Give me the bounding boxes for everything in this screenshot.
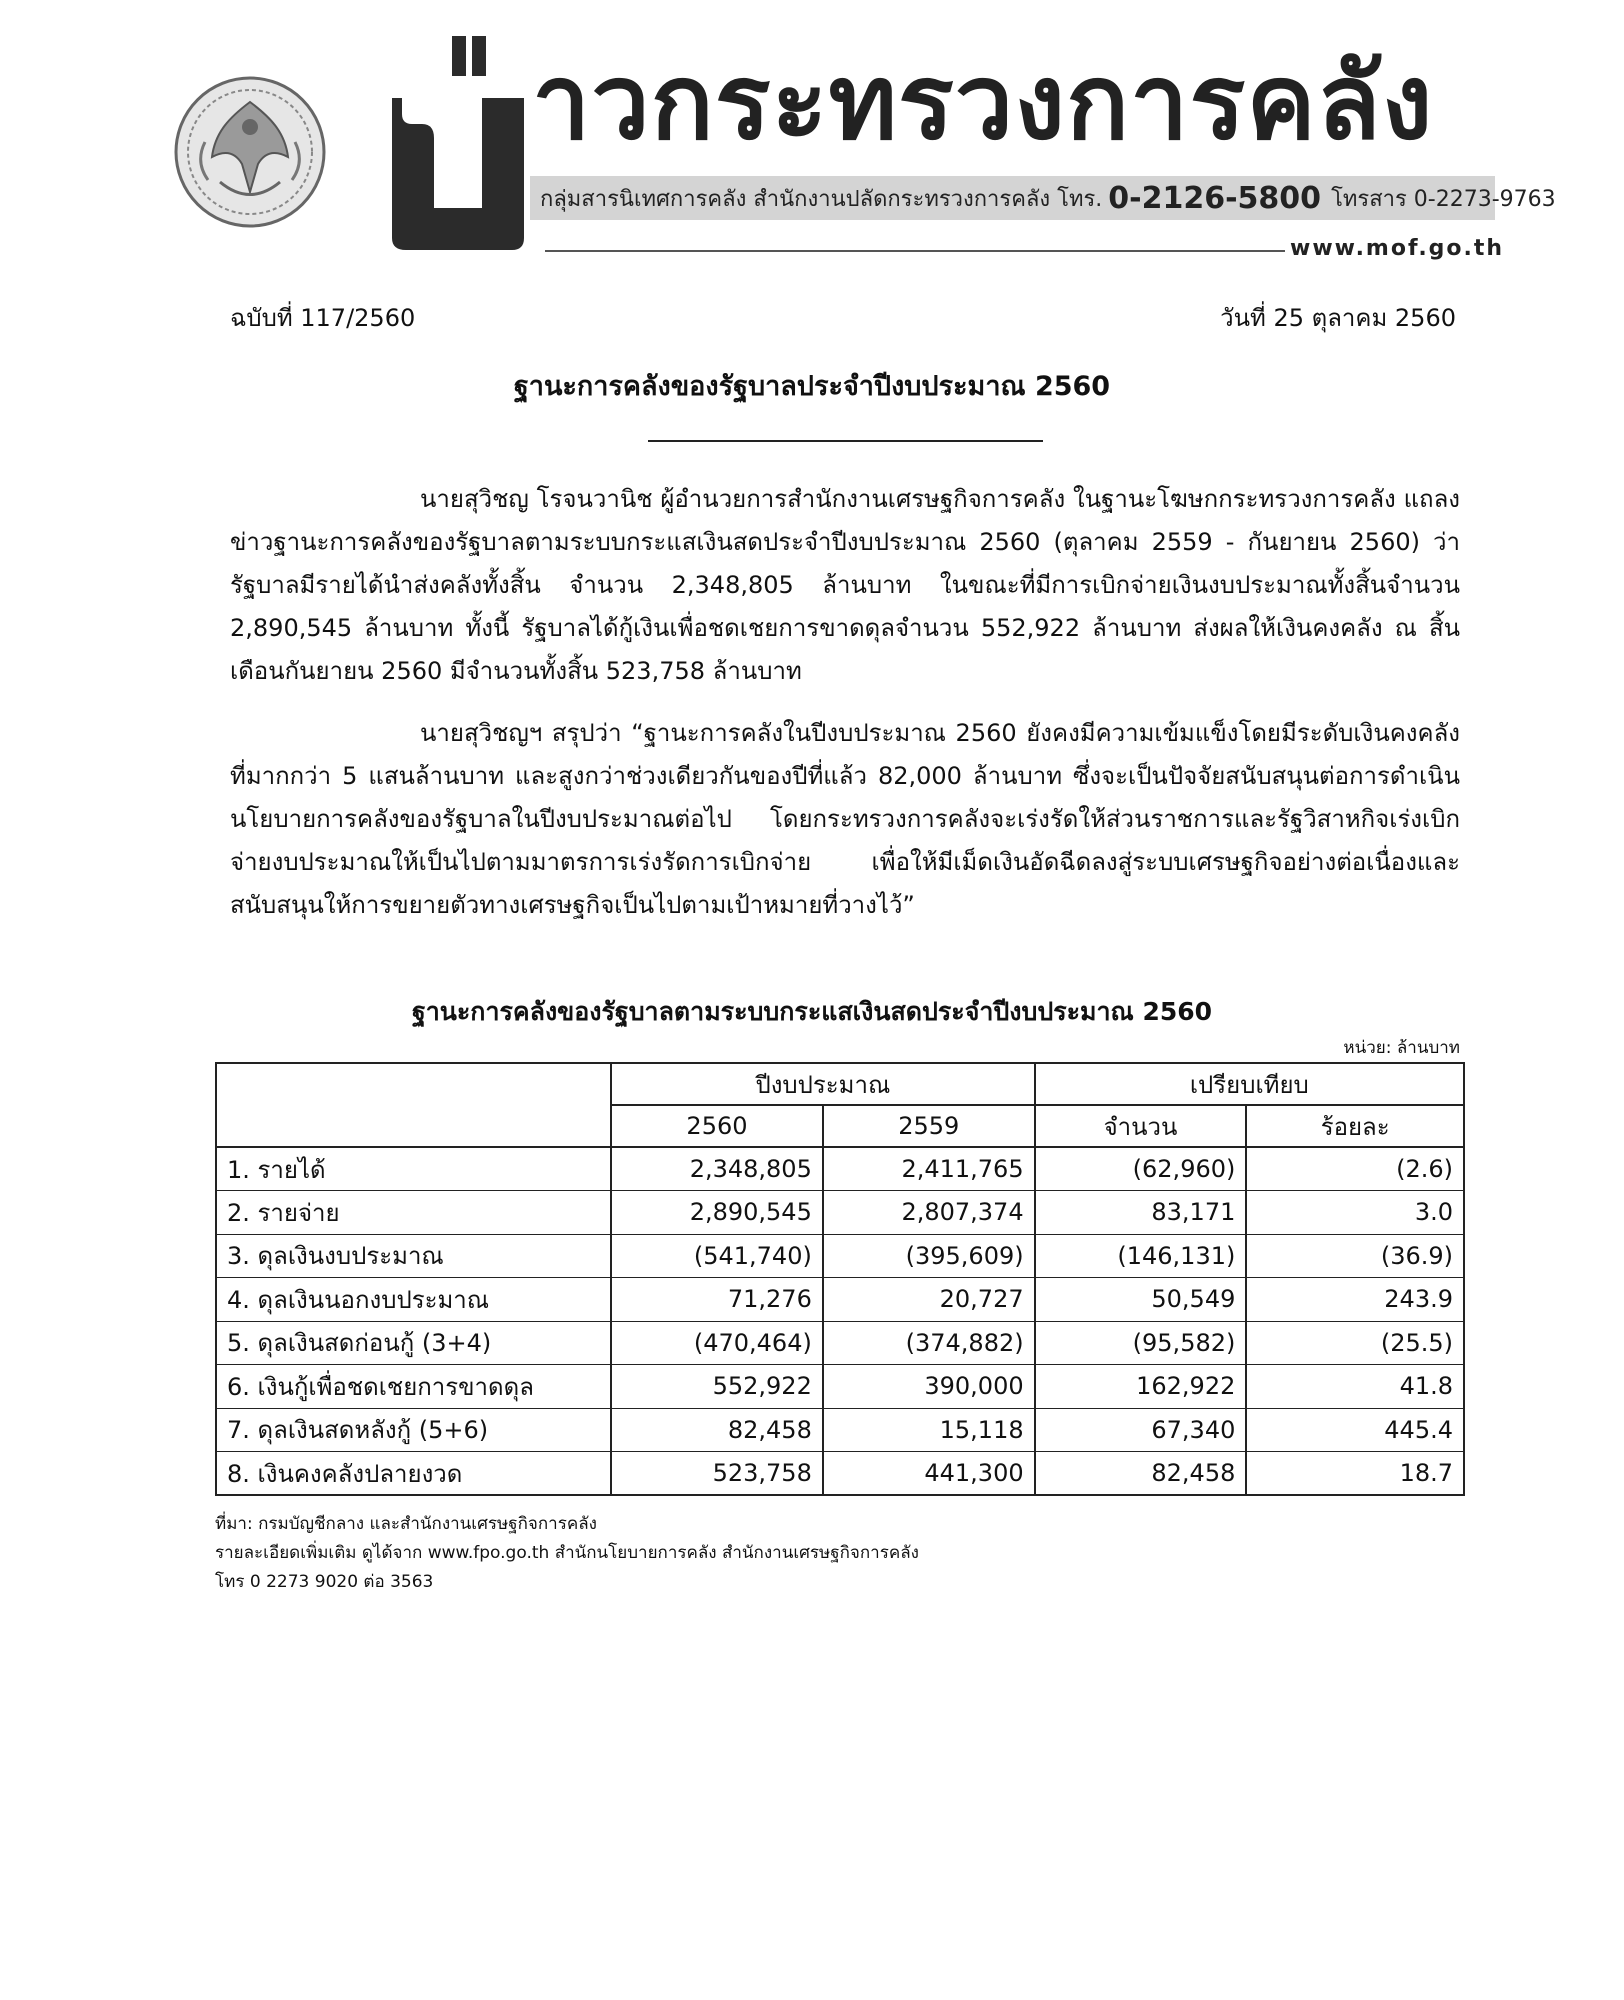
table-row [216,1191,1464,1235]
row-label: 6. เงินกู้เพื่อชดเชยการขาดดุล [216,1365,611,1409]
header-2559: 2559 [823,1105,1035,1147]
row-label: 5. ดุลเงินสดก่อนกู้ (3+4) [216,1321,611,1365]
table-body [216,1147,1464,1495]
value-percent: (36.9) [1246,1234,1464,1278]
value-2560: 71,276 [611,1278,823,1322]
paragraph-1-text: นายสุวิชญ โรจนวานิช ผู้อำนวยการสำนักงานเศรษฐกิจการคลัง ในฐานะโฆษกกระทรวงการคลัง แถลงข่าวฐานะการคลังของรัฐบาลตามระบบกระแสเงินสดประจำปีงบประมาณ 2560 (ตุลาคม 2559 - กันยายน 2560) ว่ารัฐบาลมีรายได้นำส่งคลังทั้งสิ้น จำนวน 2,348,805 ล้านบาท ในขณะที่มีการเบิกจ่ายเงินงบประมาณทั้งสิ้นจำนวน 2,890,545 ล้านบาท ทั้งนี้ รัฐบาลได้กู้เงินเพื่อชดเชยการขาดดุลจำนวน 552,922 ล้านบาท ส่งผลให้เงินคงคลัง ณ สิ้นเดือนกันยายน 2560 มีจำนวนทั้งสิ้น 523,758 ล้านบาท [230,485,1460,685]
value-2559: 2,807,374 [823,1191,1035,1235]
value-2559: 20,727 [823,1278,1035,1322]
value-amount: 50,549 [1035,1278,1247,1322]
table-row [216,1321,1464,1365]
value-2559: 15,118 [823,1408,1035,1452]
issue-number: ฉบับที่ 117/2560 [230,304,416,332]
value-amount: 83,171 [1035,1191,1247,1235]
value-percent: 18.7 [1246,1452,1464,1496]
footnote-phone: โทร 0 2273 9020 ต่อ 3563 [215,1572,434,1592]
table-title: ฐานะการคลังของรัฐบาลตามระบบกระแสเงินสดประจำปีงบประมาณ 2560 [411,997,1213,1026]
value-2559: 2,411,765 [823,1147,1035,1191]
row-label: 7. ดุลเงินสดหลังกู้ (5+6) [216,1408,611,1452]
value-2560: (541,740) [611,1234,823,1278]
footnote-details: รายละเอียดเพิ่มเติม ดูได้จาก www.fpo.go.th สำนักนโยบายการคลัง สำนักงานเศรษฐกิจการคลัง [215,1543,919,1563]
footnote-source: ที่มา: กรมบัญชีกลาง และสำนักงานเศรษฐกิจการคลัง [215,1514,597,1534]
row-label: 2. รายจ่าย [216,1191,611,1235]
table-row [216,1147,1464,1191]
value-amount: 162,922 [1035,1365,1247,1409]
paragraph-2 [230,712,1460,927]
value-2559: (374,882) [823,1321,1035,1365]
value-percent: 243.9 [1246,1278,1464,1322]
contact-bar [530,176,1556,220]
value-percent: (25.5) [1246,1321,1464,1365]
fiscal-table [215,1062,1465,1496]
table-unit: หน่วย: ล้านบาท [1343,1038,1460,1058]
garuda-seal-icon [170,72,330,232]
value-percent: 41.8 [1246,1365,1464,1409]
table-row [216,1408,1464,1452]
value-amount: (95,582) [1035,1321,1247,1365]
value-2559: 441,300 [823,1452,1035,1496]
table-row [216,1234,1464,1278]
value-percent: 3.0 [1246,1191,1464,1235]
value-2559: 390,000 [823,1365,1035,1409]
value-2560: 552,922 [611,1365,823,1409]
document-title: ฐานะการคลังของรัฐบาลประจำปีงบประมาณ 2560 [513,371,1111,402]
value-amount: (146,131) [1035,1234,1247,1278]
header-comparison: เปรียบเทียบ [1035,1063,1464,1105]
value-amount: 67,340 [1035,1408,1247,1452]
header-fiscal-year: ปีงบประมาณ [611,1063,1035,1105]
contact-phone: 0-2126-5800 [1108,180,1322,216]
title-underline [648,440,1043,442]
masthead [0,0,1624,280]
table-group-header-row [216,1063,1464,1105]
table-row [216,1365,1464,1409]
header-2560: 2560 [611,1105,823,1147]
value-percent: 445.4 [1246,1408,1464,1452]
website-link[interactable]: www.mof.go.th [1290,236,1505,261]
value-amount: 82,458 [1035,1452,1247,1496]
value-amount: (62,960) [1035,1147,1247,1191]
value-2559: (395,609) [823,1234,1035,1278]
table-row [216,1278,1464,1322]
value-2560: 2,890,545 [611,1191,823,1235]
value-2560: (470,464) [611,1321,823,1365]
contact-fax: โทรสาร 0-2273-9763 [1331,186,1556,212]
value-2560: 82,458 [611,1408,823,1452]
issue-date: วันที่ 25 ตุลาคม 2560 [1220,304,1456,332]
masthead-title: าวกระทรวงการคลัง [532,41,1434,163]
value-2560: 523,758 [611,1452,823,1496]
table-row [216,1452,1464,1496]
row-label: 4. ดุลเงินนอกงบประมาณ [216,1278,611,1322]
table-corner-cell [216,1063,611,1147]
value-2560: 2,348,805 [611,1147,823,1191]
paragraph-2-text: นายสุวิชญฯ สรุปว่า “ฐานะการคลังในปีงบประมาณ 2560 ยังคงมีความเข้มแข็งโดยมีระดับเงินคงคลังที่มากกว่า 5 แสนล้านบาท และสูงกว่าช่วงเดียวกันของปีที่แล้ว 82,000 ล้านบาท ซึ่งจะเป็นปัจจัยสนับสนุนต่อการดำเนินนโยบายการคลังของรัฐบาลในปีงบประมาณต่อไป โดยกระทรวงการคลังจะเร่งรัดให้ส่วนราชการและรัฐวิสาหกิจเร่งเบิกจ่ายงบประมาณให้เป็นไปตามมาตรการเร่งรัดการเบิกจ่าย เพื่อให้มีเม็ดเงินอัดฉีดลงสู่ระบบเศรษฐกิจอย่างต่อเนื่องและสนับสนุนให้การขยายตัวทางเศรษฐกิจเป็นไปตามเป้าหมายที่วางไว้” [230,719,1460,919]
header-amount: จำนวน [1035,1105,1247,1147]
row-label: 8. เงินคงคลังปลายงวด [216,1452,611,1496]
paragraph-1 [230,478,1460,693]
masthead-letter-graphic [382,28,532,253]
header-rule [545,250,1285,252]
value-percent: (2.6) [1246,1147,1464,1191]
header-percent: ร้อยละ [1246,1105,1464,1147]
row-label: 3. ดุลเงินงบประมาณ [216,1234,611,1278]
contact-prefix: กลุ่มสารนิเทศการคลัง สำนักงานปลัดกระทรวงการคลัง โทร. [540,186,1103,212]
footnotes [215,1510,919,1597]
row-label: 1. รายได้ [216,1147,611,1191]
